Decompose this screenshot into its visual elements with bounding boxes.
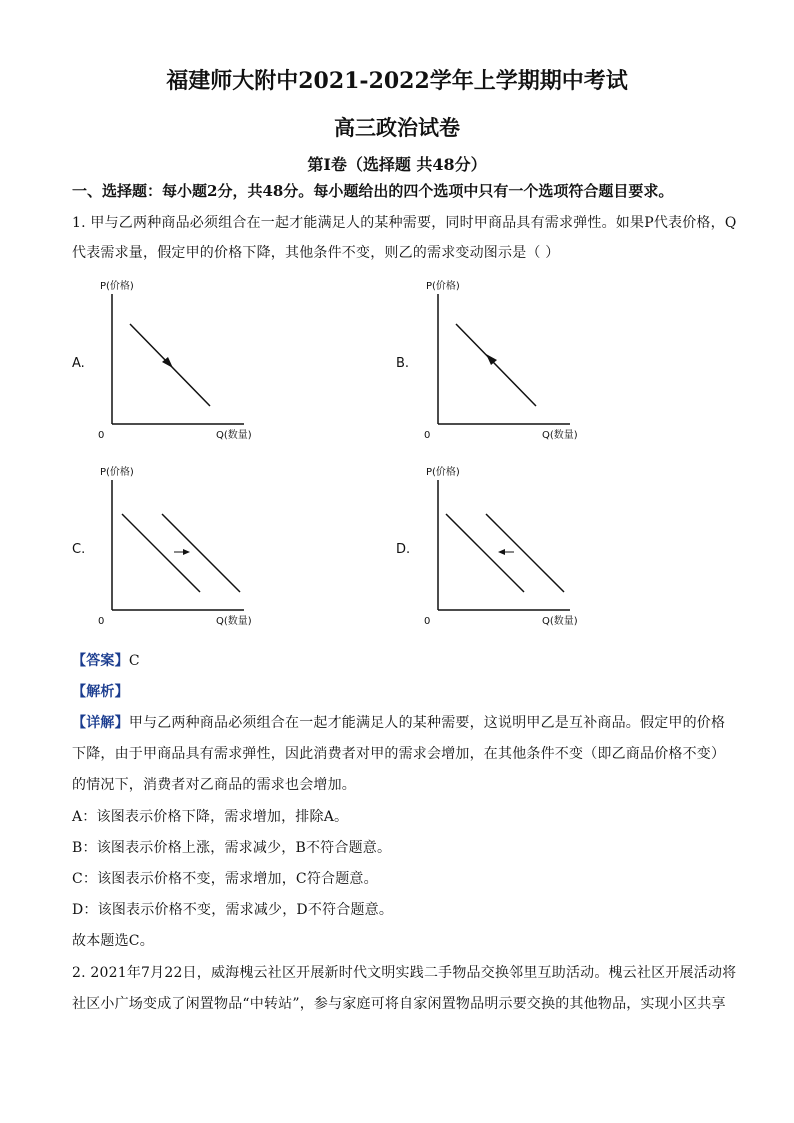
- graph-c-origin: 0: [98, 616, 105, 627]
- graph-d-curve-original: [486, 514, 564, 592]
- graph-a: [94, 276, 274, 448]
- q2-line2: 社区小广场变成了闲置物品“中转站”，参与家庭可将自家闲置物品明示要交换的其他物品，实现小区共享: [72, 996, 726, 1012]
- graph-b: [420, 276, 600, 448]
- answer-value: C: [128, 653, 140, 669]
- exam-subtitle: 高三政治试卷: [334, 115, 460, 140]
- analysis-a: A：该图表示价格下降，需求增加，排除A。: [72, 809, 349, 825]
- graph-d-xlabel: Q(数量): [542, 616, 578, 627]
- answer-label: 【答案】: [72, 653, 129, 669]
- q2-line1: 2. 2021年7月22日，威海槐云社区开展新时代文明实践二手物品交换邻里互助活动。槐云社区开展活动将: [72, 965, 737, 981]
- detail-text1: 甲与乙两种商品必须组合在一起才能满足人的某种需要，这说明甲乙是互补商品。假定甲的价格: [128, 715, 726, 731]
- graph-b-xlabel: Q(数量): [542, 430, 578, 441]
- option-a-label: A.: [72, 356, 85, 371]
- graph-d-arrow-left: [498, 549, 505, 555]
- graph-d-curve-shifted: [446, 514, 524, 592]
- graph-c-xlabel: Q(数量): [216, 616, 252, 627]
- conclusion: 故本题选C。: [72, 933, 154, 949]
- graph-d-origin: 0: [424, 616, 431, 627]
- graph-c-curve-original: [122, 514, 200, 592]
- graph-d: [420, 462, 600, 634]
- option-b-label: B.: [396, 356, 410, 371]
- graph-a-xlabel: Q(数量): [216, 430, 252, 441]
- detail-label: 【详解】: [72, 715, 129, 731]
- graph-a-origin: 0: [98, 430, 105, 441]
- graph-b-demand-curve: [456, 324, 536, 406]
- q1-line2: 代表需求量，假定甲的价格下降，其他条件不变，则乙的需求变动图示是（ ）: [72, 245, 560, 261]
- analysis-label: 【解析】: [72, 684, 129, 700]
- part-heading: 第Ⅰ卷（选择题 共48分）: [307, 155, 487, 174]
- detail-line2: 下降，由于甲商品具有需求弹性，因此消费者对甲的需求会增加，在其他条件不变（即乙商品价格不变）: [72, 746, 726, 762]
- analysis-c: C：该图表示价格不变，需求增加，C符合题意。: [72, 871, 378, 887]
- graph-c-ylabel: P(价格): [100, 467, 134, 478]
- exam-title: 福建师大附中2021-2022学年上学期期中考试: [166, 68, 628, 94]
- analysis-line: [72, 681, 129, 701]
- graph-c-arrow-right: [183, 549, 190, 555]
- option-c-label: C.: [72, 542, 86, 557]
- graph-b-origin: 0: [424, 430, 431, 441]
- graph-c-curve-shifted: [162, 514, 240, 592]
- analysis-b: B：该图表示价格上涨，需求减少，B不符合题意。: [72, 840, 392, 856]
- graph-d-ylabel: P(价格): [426, 467, 460, 478]
- detail-line1: [72, 712, 725, 732]
- section-heading: 一、选择题：每小题2分，共48分。每小题给出的四个选项中只有一个选项符合题目要求。: [72, 182, 674, 200]
- detail-line3: 的情况下，消费者对乙商品的需求也会增加。: [72, 777, 356, 793]
- q1-line1: 1. 甲与乙两种商品必须组合在一起才能满足人的某种需要，同时甲商品具有需求弹性。如果P代表价格，Q: [72, 215, 737, 231]
- answer-line: [72, 650, 140, 670]
- option-d-label: D.: [396, 542, 411, 557]
- graph-a-ylabel: P(价格): [100, 281, 134, 292]
- analysis-d: D：该图表示价格不变，需求减少，D不符合题意。: [72, 902, 394, 918]
- graph-c: [94, 462, 274, 634]
- graph-b-ylabel: P(价格): [426, 281, 460, 292]
